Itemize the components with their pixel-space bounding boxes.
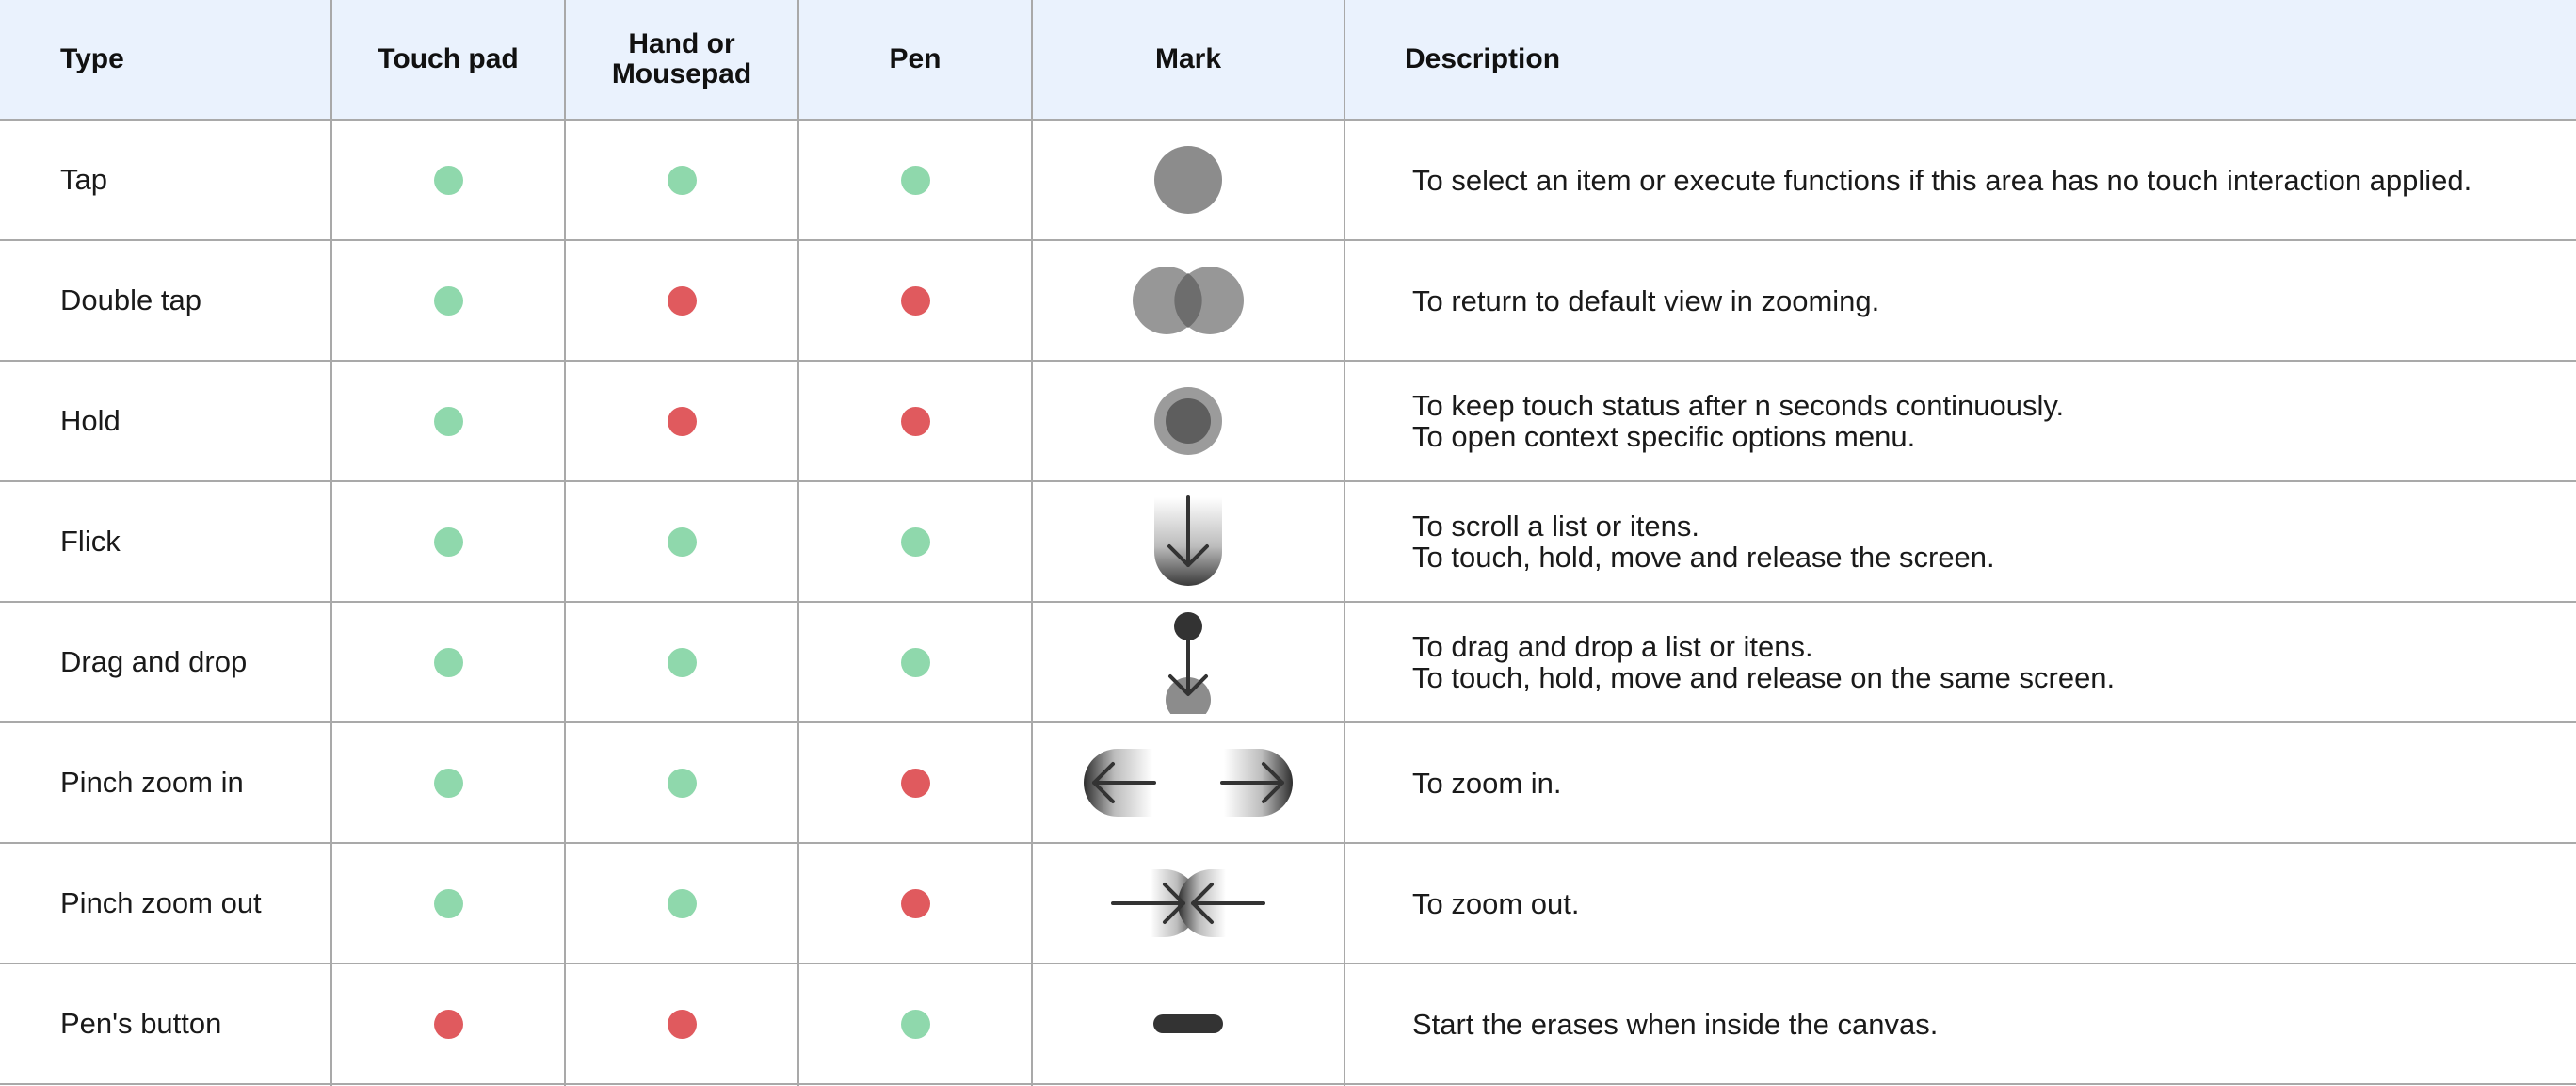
pen-support-cell: [798, 362, 1032, 480]
supported-dot-icon: [434, 286, 463, 316]
touch-pad-support-cell: [331, 723, 565, 842]
gesture-type: Flick: [60, 525, 121, 558]
table-header-row: [0, 0, 2576, 121]
column-header-touch-pad: Touch pad: [378, 43, 519, 74]
gesture-type: Drag and drop: [60, 645, 248, 678]
mark-cell: [1032, 964, 1344, 1083]
drag-and-drop-mark-icon: [1075, 610, 1301, 714]
supported-dot-icon: [668, 527, 697, 557]
mark-cell: [1032, 362, 1344, 480]
supported-dot-icon: [901, 166, 930, 195]
not-supported-dot-icon: [901, 769, 930, 798]
description-line: To drag and drop a list or itens.: [1412, 630, 1813, 663]
column-header-description: Description: [1405, 43, 1561, 74]
pen-support-cell: [798, 482, 1032, 601]
pen-support-cell: [798, 723, 1032, 842]
column-header-hand-or-mousepad: [565, 0, 798, 119]
hand-mousepad-support-cell: [565, 121, 798, 239]
mark-cell: [1032, 121, 1344, 239]
gesture-type: Pinch zoom out: [60, 886, 262, 919]
table-row: [0, 964, 2576, 1085]
mark-cell: [1032, 723, 1344, 842]
pen-support-cell: [798, 844, 1032, 963]
supported-dot-icon: [668, 889, 697, 918]
not-supported-dot-icon: [668, 407, 697, 436]
gesture-type: Pinch zoom in: [60, 766, 244, 799]
gesture-type: Tap: [60, 163, 107, 196]
column-header-type: Type: [60, 43, 124, 74]
description-line: Start the erases when inside the canvas.: [1412, 1007, 1939, 1041]
column-divider: [330, 0, 332, 1086]
gesture-type: Hold: [60, 404, 121, 437]
column-divider: [1344, 0, 1345, 1086]
column-header-pen: Pen: [889, 43, 942, 74]
column-header-hand-line2: Mousepad: [611, 58, 752, 89]
not-supported-dot-icon: [901, 407, 930, 436]
supported-dot-icon: [668, 648, 697, 677]
description-line: To scroll a list or itens.: [1412, 510, 1699, 543]
supported-dot-icon: [668, 769, 697, 798]
supported-dot-icon: [434, 769, 463, 798]
description-line: To touch, hold, move and release the screen.: [1412, 541, 1995, 574]
supported-dot-icon: [434, 166, 463, 195]
supported-dot-icon: [434, 527, 463, 557]
hand-mousepad-support-cell: [565, 723, 798, 842]
hand-mousepad-support-cell: [565, 482, 798, 601]
mark-cell: [1032, 241, 1344, 360]
description-line: To keep touch status after n seconds continuously.: [1412, 389, 2065, 422]
touch-pad-support-cell: [331, 964, 565, 1083]
description-line: To open context specific options menu.: [1412, 420, 1916, 453]
pen-support-cell: [798, 121, 1032, 239]
gesture-description: [1412, 121, 2561, 239]
column-divider: [564, 0, 566, 1086]
table-row: [0, 241, 2576, 362]
gesture-type: Pen's button: [60, 1007, 222, 1040]
mark-cell: [1032, 603, 1344, 721]
pen-support-cell: [798, 241, 1032, 360]
pen-button-mark-icon: [1075, 972, 1301, 1076]
description-line: To select an item or execute functions if this area has no touch interaction applied.: [1412, 163, 2472, 197]
gesture-type: Double tap: [60, 284, 201, 316]
table-row: [0, 844, 2576, 964]
double-tap-mark-icon: [1075, 249, 1301, 352]
touch-pad-support-cell: [331, 241, 565, 360]
table-row: [0, 121, 2576, 241]
column-divider: [1031, 0, 1033, 1086]
column-header-mark: Mark: [1154, 43, 1222, 74]
supported-dot-icon: [668, 166, 697, 195]
supported-dot-icon: [901, 527, 930, 557]
supported-dot-icon: [434, 889, 463, 918]
touch-pad-support-cell: [331, 482, 565, 601]
mark-cell: [1032, 482, 1344, 601]
table-row: [0, 603, 2576, 723]
gesture-description: [1412, 844, 2561, 963]
hand-mousepad-support-cell: [565, 844, 798, 963]
not-supported-dot-icon: [668, 1010, 697, 1039]
pinch-zoom-out-mark-icon: [1075, 851, 1301, 955]
not-supported-dot-icon: [668, 286, 697, 316]
touch-pad-support-cell: [331, 121, 565, 239]
table-row: [0, 723, 2576, 844]
hand-mousepad-support-cell: [565, 241, 798, 360]
pen-support-cell: [798, 603, 1032, 721]
hand-mousepad-support-cell: [565, 603, 798, 721]
hand-mousepad-support-cell: [565, 362, 798, 480]
hold-mark-icon: [1075, 369, 1301, 473]
pen-support-cell: [798, 964, 1032, 1083]
gesture-description: [1412, 482, 2561, 601]
supported-dot-icon: [434, 648, 463, 677]
not-supported-dot-icon: [901, 889, 930, 918]
gesture-description: [1412, 241, 2561, 360]
touch-pad-support-cell: [331, 844, 565, 963]
table-row: [0, 482, 2576, 603]
not-supported-dot-icon: [434, 1010, 463, 1039]
column-divider: [797, 0, 799, 1086]
touch-pad-support-cell: [331, 362, 565, 480]
tap-mark-icon: [1075, 128, 1301, 232]
supported-dot-icon: [434, 407, 463, 436]
hand-mousepad-support-cell: [565, 964, 798, 1083]
supported-dot-icon: [901, 648, 930, 677]
not-supported-dot-icon: [901, 286, 930, 316]
description-line: To touch, hold, move and release on the same screen.: [1412, 661, 2116, 694]
table-row: [0, 362, 2576, 482]
gesture-description: [1412, 964, 2561, 1083]
touch-pad-support-cell: [331, 603, 565, 721]
description-line: To return to default view in zooming.: [1412, 284, 1880, 317]
pinch-zoom-in-mark-icon: [1075, 731, 1301, 835]
description-line: To zoom in.: [1412, 766, 1562, 800]
flick-mark-icon: [1075, 490, 1301, 593]
column-header-hand-line1: Hand or: [628, 28, 735, 59]
gesture-description: [1412, 603, 2561, 721]
gesture-description: [1412, 362, 2561, 480]
supported-dot-icon: [901, 1010, 930, 1039]
mark-cell: [1032, 844, 1344, 963]
description-line: To zoom out.: [1412, 886, 1580, 920]
gesture-description: [1412, 723, 2561, 842]
